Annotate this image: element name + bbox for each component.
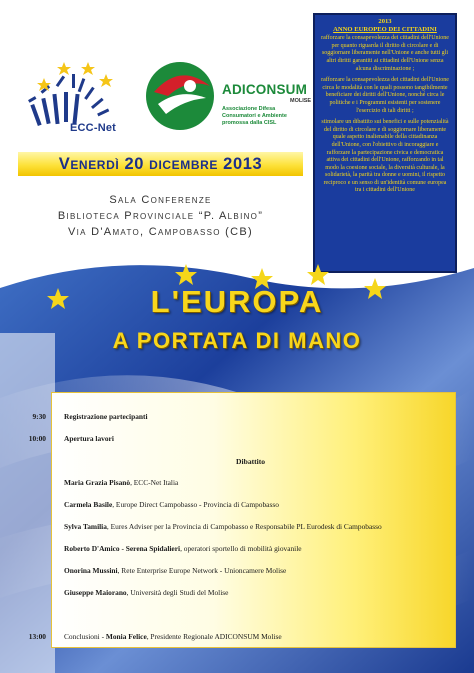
adiconsum-name: ADICONSUM xyxy=(222,82,308,97)
programme-section-heading: Dibattito xyxy=(236,457,266,466)
info-box-title: ANNO EUROPEO DEI CITTADINI xyxy=(333,25,437,33)
closing-speaker-name: Monia Felice xyxy=(105,632,147,641)
programme-time: 13:00 xyxy=(28,632,46,641)
speaker-name: Roberto D'Amico - Serena Spidalieri xyxy=(64,544,181,553)
european-year-info-box xyxy=(313,13,457,273)
speaker-role: , Università degli Studi del Molise xyxy=(126,588,229,597)
programme-time: 10:00 xyxy=(28,434,46,443)
speaker-name: Onorina Mussini xyxy=(64,566,118,575)
event-date: Venerdì 20 dicembre 2013 xyxy=(18,152,303,176)
venue-line: Via D'Amato, Campobasso (CB) xyxy=(68,226,253,238)
programme-text: Registrazione partecipanti xyxy=(64,412,148,421)
adiconsum-desc-line: Consumatori e Ambiente xyxy=(222,113,287,119)
closing-prefix: Conclusioni - xyxy=(64,632,106,641)
info-box-paragraph: rafforzare la consapevolezza dei cittadini dell'Unione circa le modalità con le quali possono tangibilmente beneficiare dei diritti dell'Unione, nonché circa le politiche e i Programmi esistenti per sostenere l'esercizio di tali diritti ; xyxy=(321,77,449,114)
speaker-name: Carmela Basile xyxy=(64,500,113,509)
info-box-year: 2013 xyxy=(378,18,392,25)
programme-text: Apertura lavori xyxy=(64,434,114,443)
adiconsum-logo xyxy=(140,56,220,136)
info-box-paragraph: rafforzare la consapevolezza dei cittadini dell'Unione per quanto riguarda il diritto di circolare e di soggiornare liberamente nell'Unione e anche tutti gli altri diritti garantiti ai cittadini dell'Unione senza alcuna discriminazione ; xyxy=(321,35,449,72)
programme-box xyxy=(51,392,456,648)
adiconsum-region: MOLISE xyxy=(290,98,312,104)
closing-speaker-role: , Presidente Regionale ADICONSUM Molise xyxy=(146,632,282,641)
main-title-line-1: L'EUROPA xyxy=(150,284,324,319)
venue-line: Biblioteca Provinciale “P. Albino” xyxy=(57,210,264,222)
venue-line: Sala Conferenze xyxy=(109,194,212,206)
speaker-name: Giuseppe Maiorano xyxy=(64,588,127,597)
adiconsum-desc-line: promossa dalla CISL xyxy=(222,120,277,126)
programme-time: 9:30 xyxy=(32,412,46,421)
speaker-name: Maria Grazia Pisanò xyxy=(64,478,131,487)
speaker-role: , Rete Enterprise Europe Network - Unioncamere Molise xyxy=(117,566,287,575)
adiconsum-desc-line: Associazione Difesa xyxy=(222,106,276,112)
speaker-role: , Eures Adviser per la Provincia di Campobasso e Responsabile PL Eurodesk di Campobasso xyxy=(106,522,382,531)
speaker-name: Sylva Tamilia xyxy=(64,522,107,531)
speaker-role: , operatori sportello di mobilità giovanile xyxy=(180,544,302,553)
info-box-paragraph: stimolare un dibattito sui benefici e sulle potenzialità del diritto di circolare e di soggiornare liberamente quale aspetto inalienabile della cittadinanza dell'Unione, con l'obiettivo di incoraggiare e rafforzare la partecipazione civica e democratica attiva dei cittadini dell'Unione, rafforzando in tal modo la coesione sociale, la diversità culturale, la solidarietà, la parità tra donne e uomini, il rispetto reciproco e un senso di un'identità comune europea tra i cittadini dell'Unione xyxy=(321,119,449,194)
event-venue xyxy=(18,192,303,240)
ecc-net-name: ECC-Net xyxy=(70,122,117,134)
main-title-line-2: A PORTATA DI MANO xyxy=(112,328,362,353)
adiconsum-description xyxy=(222,106,312,127)
speaker-role: , Europe Direct Campobasso - Provincia di Campobasso xyxy=(112,500,279,509)
speaker-role: , ECC-Net Italia xyxy=(130,478,179,487)
